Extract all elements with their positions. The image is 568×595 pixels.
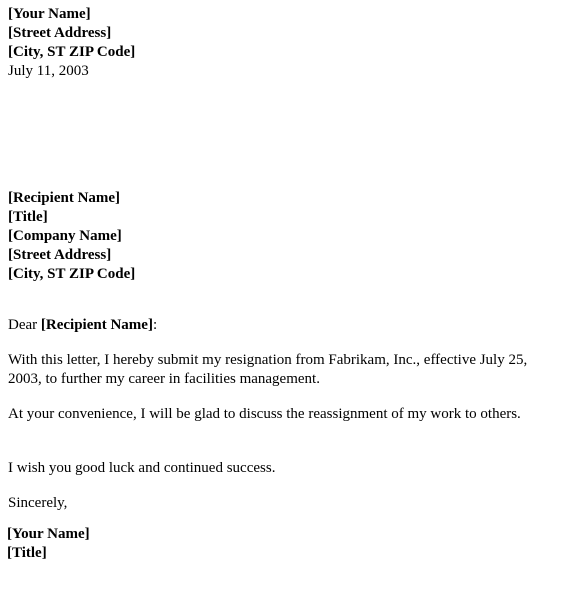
sender-street: [Street Address] — [8, 25, 112, 41]
recipient-street: [Street Address] — [8, 247, 112, 263]
salutation-suffix: : — [152, 317, 158, 333]
salutation-prefix: Dear — [8, 317, 41, 333]
signature-name: [Your Name] — [7, 526, 90, 542]
sender-city: [City, ST ZIP Code] — [8, 44, 136, 60]
body-paragraph-1: With this letter, I hereby submit my resignation from Fabrikam, Inc., effective July 25, 2003, to further my career in facilities management. — [8, 352, 528, 387]
body-paragraph-3: I wish you good luck and continued success. — [8, 460, 276, 476]
recipient-city: [City, ST ZIP Code] — [8, 266, 136, 282]
body-paragraph-2: At your convenience, I will be glad to discuss the reassignment of my work to others. — [8, 406, 521, 422]
sender-name: [Your Name] — [8, 6, 91, 22]
salutation — [8, 316, 157, 335]
letter-date: July 11, 2003 — [8, 63, 89, 79]
signature-title: [Title] — [7, 545, 47, 561]
recipient-company: [Company Name] — [8, 228, 122, 244]
salutation-name: [Recipient Name] — [40, 317, 153, 333]
recipient-name: [Recipient Name] — [8, 190, 121, 206]
closing: Sincerely, — [8, 495, 68, 511]
recipient-title: [Title] — [8, 209, 48, 225]
